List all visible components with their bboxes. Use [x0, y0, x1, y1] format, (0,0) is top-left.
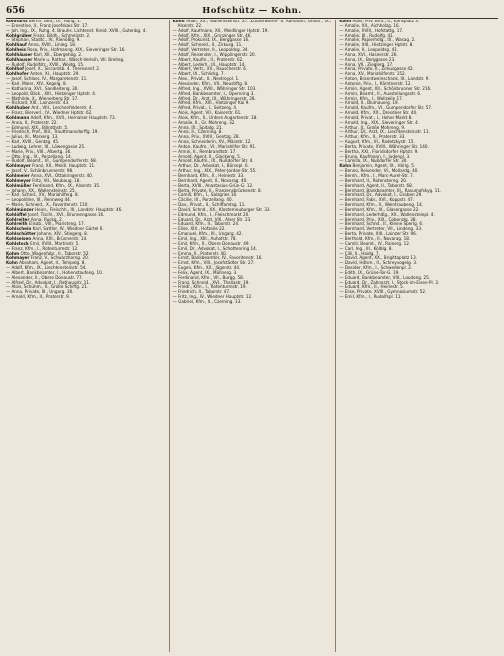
- entry-surname: Kohlhauf: [6, 43, 27, 49]
- entry-details: — Stephan, Stadtc., IV., Rienößlg. 9.: [6, 38, 81, 44]
- entry-details: — Gabriel, Kfm., II., Czerning. 13.: [172, 299, 242, 305]
- entry-details: — Berta, Private, II., Franzensbrückenstr. 8.: [172, 188, 262, 194]
- entry-details: Ferdinand, Kfm., IX., Alserstr. 35.: [32, 183, 101, 189]
- entry-details: — Bertha, XXI., Floridsdorfer Hptstr. 9.: [339, 149, 419, 155]
- entry-details: Franz, Bildh., Schmelzstr. 2.: [33, 33, 91, 39]
- entry-details: — Anna, IX., Berggasse 23.: [339, 57, 396, 63]
- entry-details: — Anna, Priv., XVIII., Gentzg. 28.: [172, 135, 240, 141]
- entry-details: — Ferdinand, Kfm., VII., Burgg. 58.: [172, 275, 245, 281]
- entry-details: — Benno, Reisender, VI., Mollardg. 40.: [339, 169, 419, 175]
- entry-details: Otto, Wagenfabr., II., Taborstr. 52.: [20, 251, 90, 257]
- entry-surname: Kohlmünzer: [6, 207, 34, 213]
- entry-details: — Adolf, Vertreter, II., Leopoldsg. 34.: [172, 48, 249, 54]
- entry-details: Franz, V., Schwarzhorng. 20.: [30, 256, 90, 262]
- entry-details: Johann, XIV., Stiegerg. 8.: [37, 232, 89, 238]
- entry-details: — Ernst, Kfm., VIII., Josefstädter Str. 27.: [172, 261, 255, 267]
- entry-surname: Kohlschein: [6, 227, 32, 233]
- entry-details: — Anna, XV., Mariahilferstr. 152.: [339, 72, 406, 78]
- entry-details: Fritz, VII., Neubaug. 18.: [32, 178, 81, 184]
- entry-details: — Edmund, XIX., Billrothstr. 5.: [6, 125, 69, 131]
- entry-details: — Bernhard, Kfm., II., Weintraubeng. 14.: [339, 203, 424, 209]
- entry-details: — Cäcilie, IX., Porzellang. 40.: [172, 198, 233, 204]
- entry-details: — Franz, Schneid., XVI., Thaliastr. 19.: [172, 280, 250, 286]
- entry-details: — Anna, Private, III., Ungarg. 30.: [6, 290, 74, 296]
- entry-surname: Kohlhauser: [6, 57, 33, 63]
- entry-details: Emil, XVIII., Martinstr. 5.: [30, 241, 80, 247]
- entry-details: — Amalie, XIII., Hietzinger Hptstr. 8.: [339, 43, 414, 49]
- entry-details: — Otto, Ing., IX., Porzellang. 14.: [6, 154, 73, 160]
- entry-details: — Armin, Beamt., II., Ausstellungsstr. 6.: [339, 91, 422, 97]
- entry-details: — Arthur, Dr., Advokat, I., Börsepl. 6.: [172, 164, 249, 170]
- entry-details: — Marie, Priv., VIII., Albertg. 36.: [6, 149, 72, 155]
- entry-details: Anna, XVI., Ottakringerstr. 40.: [31, 174, 94, 179]
- entry-details: — Arnold, Kaufm., VI., Gumpendorfer Str. 57.: [339, 106, 433, 112]
- entry-details: — Bernhard, Dr., Advokat, I., Graben 29.: [339, 193, 423, 199]
- entry-details: Elisab., VIII., Piaristeng. 17.: [28, 222, 86, 228]
- entry-details: — Camilla, IX., Nußdorfer Str. 30.: [339, 159, 408, 165]
- entry-details: — Albert, IX., Schlickg. 7.: [172, 72, 225, 78]
- entry-surname: Kohlmayer: [6, 164, 31, 170]
- entry-details: Karl, XII., Ebergehög. 2.: [33, 52, 83, 58]
- entry-details: — Eduard, Kfm., II., Taborstr. 24.: [172, 222, 240, 228]
- entry-details: — Ludwig, Lehrer, III., Löwengasse 25.: [6, 144, 86, 150]
- entry-details: — Arnold, Kfm., XX., Dresdner Str. 40.: [339, 111, 418, 117]
- entry-details: Adolf, XX., Wallensteinstr. 27. Zuckerwaren- u. Kanditen, Großh., IX., Alserstr. 22.: [177, 20, 332, 29]
- entry-surname: Kohn: [339, 20, 352, 24]
- text-columns: [6, 20, 498, 652]
- entry-details: — Arnold, Kaufm., IX., Nußdorfer Str. 4.: [172, 159, 254, 165]
- entry-surname: Kohm: [6, 251, 20, 257]
- directory-entry: [6, 296, 165, 301]
- entry-details: — Alfred, Dr., Advokat, I., Rathausstr. 11.: [6, 280, 91, 286]
- entry-surname: Kohn: [172, 20, 185, 24]
- entry-details: — Marie, Schneid., X., Favoritenstr. 110.: [6, 203, 89, 209]
- entry-details: — Leopoldine, III., Rennweg 44.: [6, 198, 72, 204]
- entry-surname: Kohlmann: [6, 115, 30, 121]
- entry-details: — Elise, XIX., Hofzeile 22.: [172, 227, 226, 233]
- entry-surname: Kohlhofer: [6, 72, 29, 78]
- entry-details: — Cilli, II., Haidg. 7.: [339, 251, 380, 257]
- entry-details: — Bernhard, Agent, II., Novarag. 40.: [172, 178, 248, 184]
- entry-details: — Berta, Private, XVIII., Währinger Str. 140.: [339, 144, 429, 150]
- entry-details: — Alexander, II., Obere Donaustr. 77.: [6, 275, 83, 281]
- entry-details: — Alfred, Ing., XVIII., Währinger Str. 103.: [172, 86, 257, 92]
- entry-details: — Alexander, Kfm., VII., Neustiftg. 8.: [172, 81, 249, 87]
- entry-surname: Kohlgrüber: [6, 33, 33, 39]
- entry-details: — Berthold, Kfm., II., Novarag. 18.: [339, 236, 411, 242]
- entry-details: — Rudolf, Beamt., VI., Gumpendorferstr. 68.: [6, 159, 98, 165]
- entry-details: Ant., VIII., Lerchenfelderstr. 4.: [31, 106, 93, 112]
- entry-details: — Bernhard, Priv., XIX., Cobenzlg. 38.: [339, 217, 417, 223]
- entry-details: — Emil, Kfm., II., Obere Donaustr. 49.: [172, 241, 250, 247]
- entry-details: — Anna, VII., Zieglerg. 17.: [339, 62, 394, 68]
- entry-details: — Amalie, Papierhdlg., IX., Wasag. 2.: [339, 38, 416, 44]
- entry-details: — Emil, Kfm., I., Rudolfspl. 11.: [339, 295, 402, 301]
- entry-details: — Adolf, Kfm., XIX., Grinzinger Str. 46.: [172, 33, 252, 39]
- entry-details: Josef, X., Siccardsb. 4. Theresienf. 2.: [25, 67, 101, 73]
- entry-details: — Arthur, Ing., XIX., Peter-Jordan-Str. 55.: [172, 169, 257, 175]
- entry-details: — Anna, Schneiderin, XV., Märzstr. 12.: [172, 140, 252, 146]
- entry-details: — Ernst, Bankbeamter, IV., Favoritenstr. 16.: [172, 256, 263, 262]
- entry-surname: Kohn: [339, 164, 352, 170]
- entry-details: — Armin, Agent, XII., Schönbrunner Str. 216.: [339, 86, 432, 92]
- entry-details: — David, Hdlsm., II., Schreyvogelg. 3.: [339, 261, 418, 267]
- entry-details: — Emil, Ing., XIII., Auhofstr. 78.: [172, 236, 237, 242]
- entry-details: — Anton, Kaufm., VI., Mariahilfer Str. 91.: [172, 144, 257, 150]
- entry-details: — Emil, Dr., Advokat, I., Schottenring 14.: [172, 246, 258, 252]
- entry-details: — Franz, Bierverl., IV., Wiedner Hptstr. 62.: [6, 111, 93, 117]
- directory-entry: [339, 296, 498, 301]
- entry-details: — Karl, Schnd., XV., Mariahilferg. 8.: [6, 193, 79, 199]
- entry-details: — Berta, Private, XIII., Lainzer Str. 96.: [339, 232, 418, 238]
- entry-details: — Eduard, Dr., Zahnarzt, I., Stock-im-Eisen-Pl. 3.: [339, 280, 440, 286]
- page-header: [6, 4, 498, 16]
- entry-details: — Albert, Lederh., III., Hauptstr. 14.: [172, 62, 246, 68]
- entry-details: Anna, Ruckg. 2.: [30, 217, 64, 223]
- entry-details: — Emanuel, Kfm., III., Ungarg. 42.: [172, 232, 243, 238]
- entry-details: Marie u. Rathar., Wäsch-Verleih, VII. Breiteg.: [33, 57, 125, 63]
- entry-details: Abraham, Agent, II., Tempelg. 8.: [19, 261, 86, 267]
- entry-details: — Camill, Kfm., I., Salzgries 16.: [172, 193, 238, 199]
- entry-details: — David, Agent, XX., Brigittaplatz 13.: [339, 256, 418, 262]
- entry-surname: Kohmayer: [6, 256, 30, 262]
- entry-details: Josef, Tischl., XVI., Brunnengasse 16.: [28, 212, 105, 218]
- entry-details: — Bernhard, Agent, II., Taborstr. 68.: [339, 183, 414, 189]
- entry-details: — Eduard, Dr., Arzt, VIII., Alser Str. 23.: [172, 217, 252, 223]
- entry-details: — Armin, II., Rembrandtstr. 17.: [172, 149, 237, 155]
- entry-details: — Adolf, Kaufmann, XII., Meidlinger Hptstr. 19.: [172, 28, 269, 34]
- entry-details: — Ernestine, II., Franz Josefskais Str. 17.: [6, 23, 89, 29]
- entry-details: Franz, XII., Meidl. Hauptstr. 11.: [32, 164, 96, 170]
- entry-surname: Kohlhäuser: [6, 52, 33, 58]
- entry-details: — Amalie, II., Leopoldsg. 41.: [339, 48, 399, 54]
- entry-details: — Bernhard, Kfm., IX., Glasergasse 22.: [339, 207, 420, 213]
- entry-details: — Karl, Maler, XIV., Kegelg. 8.: [6, 81, 67, 87]
- entry-details: — Alfred, Privat., I., Seitzerg. 4.: [172, 106, 238, 112]
- entry-details: — Alois, Agent, VII., Kaiserstr. 61.: [172, 111, 242, 117]
- entry-surname: Kohlreith: [6, 222, 28, 228]
- entry-details: — Bernhard, Lederhdlg., XX., Wallensteinpl. 4.: [339, 212, 435, 218]
- entry-details: Karl, Sattler, IV., Wiedner Gürtel 6.: [32, 227, 104, 233]
- entry-details: — Alfred, Dr., Arzt, IX., Währingerstr. 28.: [172, 96, 256, 102]
- entry-details: — Arthur, Kfm., II., Praterstr. 33.: [339, 135, 406, 141]
- entry-details: Heinr., Fleischh., III., Landstr. Hauptstr. 46.: [35, 207, 123, 213]
- page-number: 656: [6, 6, 25, 16]
- entry-details: — Julius, III., Marxerg. 13.: [6, 135, 59, 141]
- entry-details: — Amalie, XVIII., Hofstattg. 17.: [339, 28, 404, 34]
- entry-surname: Kohn: [6, 261, 18, 267]
- entry-details: — Josef, Schloss. IV., Margaretenstr. 11.: [6, 77, 88, 83]
- entry-surname: Kohlmeyer: [6, 178, 31, 184]
- entry-details: — Elise, Private, XVIII., Gymnasiumstr. 52.: [339, 290, 427, 296]
- entry-details: — Alois, Schuhm., II., Große Schiffg. 21.: [6, 285, 89, 291]
- entry-details: — Fritz, Ing., IV., Wiedner Hauptstr. 12.: [172, 295, 253, 301]
- entry-details: — Amalie, XII., Aichholzg. 16.: [339, 23, 400, 29]
- entry-details: — Anna, XVI., Hasnerstr. 26.: [339, 52, 398, 58]
- entry-details: — Amalie, III., Rudolfg. 41.: [339, 33, 395, 39]
- entry-details: — Bernhard, Fabr., XVI., Koppstr. 47.: [339, 198, 415, 204]
- entry-details: — Anna, Private, II., Zirkusgasse 42.: [339, 67, 414, 73]
- entry-details: — Bernhard, Schnd., II., Kleine Sperlg. 6.: [339, 222, 424, 228]
- entry-details: — Adolf, Kfm., IX., Liechtensteinstr. 54.: [6, 266, 87, 272]
- entry-details: — Arnold, Agent, II., Glockeng. 5.: [172, 154, 242, 160]
- entry-details: — Albert, Kaufm., II., Praterstr. 62.: [172, 57, 244, 63]
- entry-details: — Arnold, Kfm., II., Praterstr. 9.: [6, 295, 71, 301]
- entry-details: — Alfred, Kfm., XIII., Hietzinger Kai 9.: [172, 101, 250, 107]
- entry-details: — Carl, Ing., III., Kölblg. 8.: [339, 246, 393, 252]
- entry-surname: Kohlheis: [6, 48, 26, 54]
- entry-details: — Arnold, Privat., I., Hoher Markt 8.: [339, 115, 413, 121]
- entry-surname: Kohlmüller: [6, 183, 32, 189]
- entry-details: — Adolf, Prokurist, IX., Berggasse 16.: [172, 38, 250, 44]
- entry-details: Alois, Priv. Bmt., II., Karlsplatz 3.: [352, 20, 420, 24]
- entry-details: — Anna, II., Praterstr. 22.: [6, 120, 58, 126]
- entry-details: Anton, XI., Hauptstr. 29.: [30, 72, 80, 78]
- entry-details: — Desider, Kfm., I., Schwedenpl. 2.: [339, 266, 413, 272]
- entry-details: — Arnold, II., Blumauerg. 19.: [339, 101, 399, 107]
- entry-details: — Camill, Beamt., IV., Rainerg. 12.: [339, 241, 411, 247]
- entry-details: — Bruno, Kaufmann, I., Judenpl. 3.: [339, 154, 411, 160]
- entry-details: — Felix, Agent, IX., Müllnerg. 3.: [172, 270, 238, 276]
- entry-details: — Eugen, Kfm., XX., Jägerstr. 44.: [172, 266, 241, 272]
- entry-surname: Kohlöffel: [6, 212, 27, 218]
- entry-details: — Albert, Vertr., XX., Rauscherstr. 6.: [172, 67, 248, 73]
- entry-details: — David, Schnd., XX., Klosterneuburger Str. 33.: [172, 207, 271, 213]
- entry-details: — Anna, IX., Spitalg. 21.: [172, 125, 223, 131]
- entry-details: — Leopold, Bäck., XIII., Hietzinger Hptstr. 4.: [6, 91, 97, 97]
- entry-details: — Bernh., Kfm., I., Marc-Aurel-Str. 7.: [339, 174, 414, 179]
- entry-details: Rosa, Priv., Hofmanng. XIX., Sieveringer Str. 16.: [27, 48, 126, 54]
- entry-details: — Josef, V., Schönbrunnerstr. 98.: [6, 169, 74, 175]
- directory-entry: [173, 301, 332, 306]
- entry-details: — Joh. Ing., IX., Ruhg. 4. Brauhs. Lichtenst. Kreid. XVIII., Gutenbg. 4.: [6, 28, 147, 34]
- entry-surname: Kohlhof: [6, 67, 24, 73]
- entry-details: — Amalie, II., Gr. Mohreng. 32.: [172, 120, 236, 126]
- entry-surname: Kohlseisen: [6, 236, 32, 242]
- entry-details: — Adolf, Schneid., II., Zirkusg. 11.: [172, 43, 243, 49]
- entry-details: Bernh. Ged., IX., Ruhg. 1.: [28, 20, 82, 24]
- entry-details: — Adolf, Reisender, I., Wipplingerstr. 20.: [172, 52, 256, 58]
- entry-details: — Alfred, Bankbeamter, I., Opernring 3.: [172, 91, 255, 97]
- entry-details: — Rudolf, Rudolfstr., XVIII., Weidg. 15.: [6, 62, 85, 68]
- entry-details: — Bernhard, Bankbeamter, III., Rasumofskyg. 11.: [339, 188, 442, 194]
- entry-details: — Bernhard, Kfm., II., Heinestr. 33.: [172, 174, 245, 179]
- entry-details: — Franz, Kfm., I., Rotenturmstr. 12.: [6, 246, 79, 252]
- entry-details: — Johann, XX., Wallensteinstr. 25.: [6, 188, 76, 194]
- entry-details: — Arthur, II., Große Mohreng. 9.: [339, 125, 406, 131]
- column-2: [169, 20, 332, 652]
- entry-surname: Kohlmeier: [6, 174, 30, 179]
- entry-details: — Friedrich, II., Taborstr. 47.: [172, 290, 231, 296]
- entry-details: — Anna, II., Czerning. 8.: [172, 130, 223, 136]
- entry-details: — Richard, XIII., Lainzerstr. 43.: [6, 101, 70, 107]
- entry-details: — Anton, Branntweinschank, III., Landstr. 9.: [339, 77, 430, 83]
- entry-details: — Arthur, Dr., Arzt, IX., Liechtensteinstr. 11.: [339, 130, 430, 136]
- column-1: [6, 20, 165, 652]
- entry-surname: Kohlschütter: [6, 232, 36, 238]
- entry-details: — Mathilde, X., Wienerberg Str. 17.: [6, 96, 79, 102]
- entry-details: — Albert, Bankbeamter, I., Hohenstaufeng. 10.: [6, 270, 104, 276]
- entry-details: — Karl, XVIII., Gentzg. 45.: [6, 140, 60, 146]
- header-rule: [6, 18, 498, 19]
- entry-details: Anna, XVIII., Linieg. 18.: [28, 43, 77, 49]
- entry-details: — Emma, II., Praterstr. 40.: [172, 251, 228, 257]
- running-title: Hofschütz — Kohn.: [202, 6, 302, 16]
- entry-details: — Friedrich, Prof., XIII., Trauttmansdorffg. 19.: [6, 130, 99, 136]
- entry-details: — Armin, Kfm., I., Wollzeile 17.: [339, 96, 404, 102]
- entry-details: — Berta, XVIII., Anastasius-Grün-G. 12.: [172, 183, 254, 189]
- entry-details: — Edith, IX., Grüne-Tor-G. 19.: [339, 270, 400, 276]
- entry-details: — Eduard, Kfm., II., Heinestr. 5.: [339, 285, 405, 291]
- entry-surname: Kohlhuber: [6, 106, 31, 112]
- column-3: [335, 20, 498, 652]
- entry-details: — Bernhard, II., Rotensterng. 20.: [339, 178, 408, 184]
- entry-details: Anna, XXI., Brünnerstr. 14.: [32, 236, 88, 242]
- entry-details: — Eduard, Bankbeamter, VIII., Laudong. 25.: [339, 275, 431, 281]
- entry-surname: Kohlreiter: [6, 217, 30, 223]
- entry-details: — August, Kfm., III., Radetzkystr. 15.: [339, 140, 415, 146]
- entry-details: — Alex., Privat., II., Nestroypl. 1.: [172, 77, 240, 83]
- entry-surname: Kohlstock: [6, 241, 29, 247]
- entry-details: — Alois, Kfm., II., Untere Augartenstr. 18.: [172, 115, 258, 121]
- entry-details: Benjamin, Agent, IX., Hörlg. 5.: [352, 164, 416, 170]
- entry-details: — Friedr., Kfm., I., Rotenturmstr. 19.: [172, 285, 247, 291]
- entry-details: — Bernhard, Vertreter, VII., Lindeng. 33.: [339, 227, 423, 233]
- entry-details: — Antonie, Priv., I., Kärntnerstr. 12.: [339, 81, 412, 87]
- entry-details: — Katharina, XVI., Sandleiteng. 30.: [6, 86, 79, 92]
- entry-details: — Arnold, Ing., XIX., Sieveringer Str. 4.: [339, 120, 420, 126]
- entry-details: — Dav., Privat., II., Schiffamtsg. 11.: [172, 203, 246, 209]
- entry-details: — Edmund, Kfm., I., Fleischmarkt 20.: [172, 212, 250, 218]
- entry-surname: Kohlfürst: [6, 20, 28, 24]
- entry-details: Adolf, Kfm., XVII., Hernalser Hauptstr. 73.: [30, 115, 116, 121]
